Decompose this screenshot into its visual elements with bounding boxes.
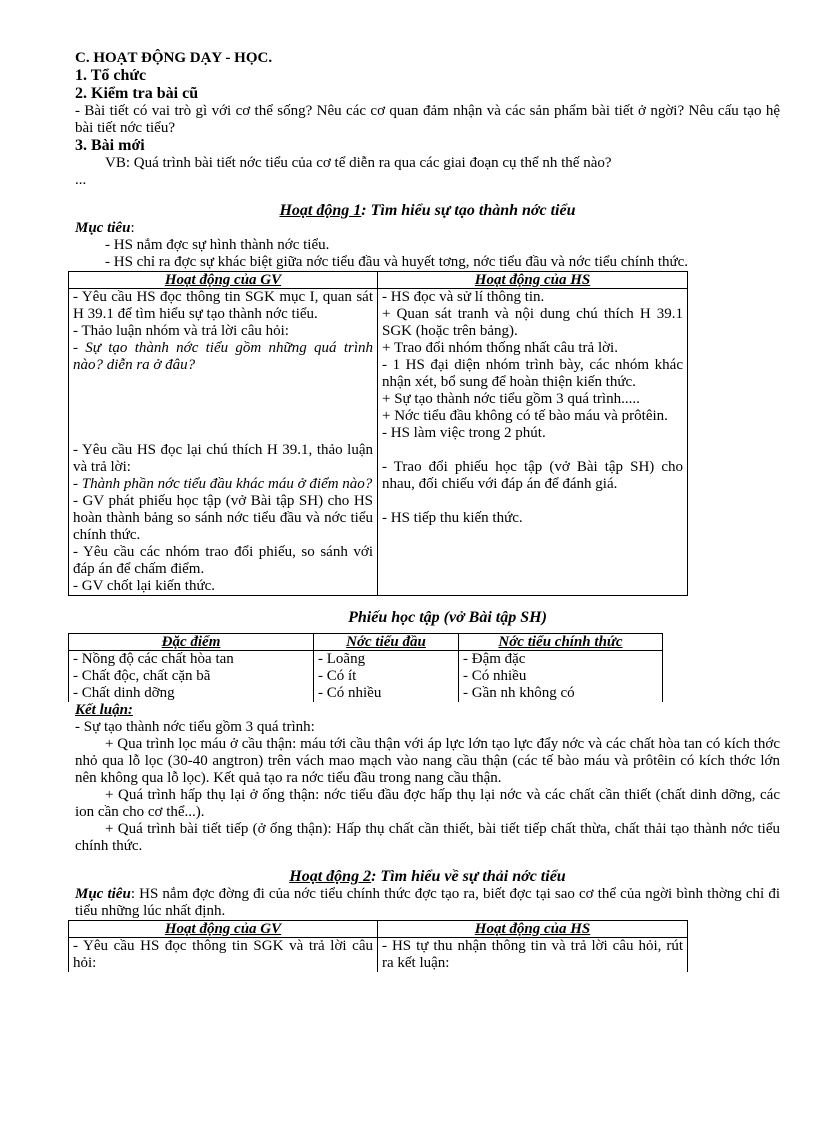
activity-1-goal-1: - HS nắm đợc sự hình thành nớc tiểu. [105,237,330,253]
objective-text: : HS nắm đợc đờng đi của nớc tiểu chính thức đợc tạo ra, biết đợc tại sao cơ thể của ngời bình thờng chỉ đi tiểu những lúc nhất định. [75,886,780,919]
activity-1-goal-2: - HS chỉ ra đợc sự khác biệt giữa nớc tiểu đầu và huyết tơng, nớc tiểu đầu và nớc tiểu chính thức. [105,254,689,270]
worksheet-row-cell: - Loãng - Có ít - Có nhiều [314,651,459,703]
activity-1-table [68,271,688,596]
table-header-gv: Hoạt động của GV [69,921,378,938]
gv-item: - Yêu cầu HS đọc lại chú thích H 39.1, thảo luận và trả lời: [73,442,373,475]
objective-label: Mục tiêu [75,886,131,902]
student-activity-cell: - HS tự thu nhận thông tin và trả lời câu hỏi, rút ra kết luận: [378,938,688,973]
conclusion-intro: - Sự tạo thành nớc tiểu gồm 3 quá trình: [75,719,315,735]
teacher-activity-cell [69,289,378,596]
activity-1-title-text: : Tìm hiểu sự tạo thành nớc tiểu [361,202,576,219]
conclusion-process-3: + Quá trình bài tiết tiếp (ở ống thận): Hấp thụ chất cần thiết, bài tiết tiếp chất thừa, chất thải tạo thành nớc tiểu chính thức. [75,821,780,854]
activity-1-objective-heading: Mục tiêu: [75,220,135,236]
worksheet-row-cell: - Đậm đặc - Có nhiều - Gần nh không có [459,651,663,703]
worksheet-title: Phiếu học tập (vở Bài tập SH) [348,609,547,626]
objective-label: Mục tiêu [75,220,131,236]
hs-item: - HS làm việc trong 2 phút. [382,425,546,441]
conclusion-label: Kết luận: [75,702,133,718]
activity-2-objective [75,886,780,920]
gv-question: - Thành phần nớc tiểu đầu khác máu ở điểm nào? [73,476,373,492]
worksheet-header: Nớc tiểu chính thức [459,634,663,651]
gv-item: - Thảo luận nhóm và trả lời câu hỏi: [73,323,289,339]
student-activity-cell [378,289,688,596]
section-c-heading: C. HOẠT ĐỘNG DẠY - HỌC. [75,50,273,66]
gv-question: - Sự tạo thành nớc tiểu gồm những quá trình nào? diễn ra ở đâu? [73,340,373,373]
hs-item: - 1 HS đại diện nhóm trình bày, các nhóm khác nhận xét, bổ sung để hoàn thiện kiến thức. [382,357,683,390]
conclusion-process-2: + Quá trình hấp thụ lại ở ống thận: nớc tiểu đầu đợc hấp thụ lại nớc và các chất cần thiết (chất dinh dỡng, các ion cần cho cơ thể...). [75,787,780,820]
section-2-heading: 2. Kiểm tra bài cũ [75,85,199,102]
hs-item: + Quan sát tranh và nội dung chú thích H 39.1 SGK (hoặc trên bảng). [382,306,683,339]
teacher-activity-cell: - Yêu cầu HS đọc thông tin SGK và trả lời câu hỏi: [69,938,378,973]
worksheet-header: Đặc điểm [69,634,314,651]
table-header-hs: Hoạt động của HS [378,272,688,289]
lesson-intro-dots: ... [75,172,87,188]
hs-item: + Sự tạo thành nớc tiểu gồm 3 quá trình..... [382,391,640,407]
activity-1-title [75,201,780,220]
document-page [75,50,780,972]
section-1-heading: 1. Tổ chức [75,67,147,84]
worksheet-row-cell: - Nồng độ các chất hòa tan - Chất độc, chất cặn bã - Chất dinh dỡng [69,651,314,703]
gv-item: - GV phát phiếu học tập (vở Bài tập SH) cho HS hoàn thành bảng so sánh nớc tiểu đầu và nớc tiểu chính thức. [73,493,373,543]
table-header-hs: Hoạt động của HS [378,921,688,938]
section-3-heading: 3. Bài mới [75,137,145,154]
activity-2-title [75,867,780,886]
hs-item: - Trao đổi phiếu học tập (vở Bài tập SH) cho nhau, đối chiếu với đáp án để đánh giá. [382,459,683,492]
hs-item: + Trao đổi nhóm thống nhất câu trả lời. [382,340,618,356]
lesson-intro: VB: Quá trình bài tiết nớc tiểu của cơ tể diễn ra qua các giai đoạn cụ thể nh thế nào? [105,155,612,171]
activity-1-label: Hoạt động 1 [279,202,362,219]
activity-2-table [68,920,688,972]
activity-2-label: Hoạt động 2 [289,868,372,885]
gv-item: - GV chốt lại kiến thức. [73,578,215,594]
hs-item: + Nớc tiểu đầu không có tế bào máu và prôtêin. [382,408,668,424]
gv-item: - Yêu cầu các nhóm trao đổi phiếu, so sánh với đáp án để chấm điểm. [73,544,373,577]
review-question: - Bài tiết có vai trò gì với cơ thể sống? Nêu các cơ quan đảm nhận và các sản phẩm bài tiết ở ngời? Nêu cấu tạo hệ bài tiết nớc tiểu? [75,103,780,136]
hs-item: - HS tiếp thu kiến thức. [382,510,523,526]
activity-2-title-text: : Tìm hiểu về sự thải nớc tiểu [371,868,566,885]
table-header-gv: Hoạt động của GV [69,272,378,289]
gv-item: - Yêu cầu HS đọc thông tin SGK mục I, quan sát H 39.1 để tìm hiểu sự tạo thành nớc tiểu. [73,289,373,322]
conclusion-process-1: + Qua trình lọc máu ở cầu thận: máu tới cầu thận với áp lực lớn tạo lực đẩy nớc và các chất hòa tan có kích thớc nhỏ qua lỗ lọc (30-40 angtron) trên vách mao mạch vào nang cầu thận (các tế bào máu và prôtêin có kích thớc lớn nên không qua lỗ lọc). Kết quả tạo ra nớc tiểu đầu trong nang cầu thận. [75,736,780,786]
hs-item: - HS đọc và sử lí thông tin. [382,289,545,305]
worksheet-header: Nớc tiểu đầu [314,634,459,651]
worksheet-table [68,633,663,702]
